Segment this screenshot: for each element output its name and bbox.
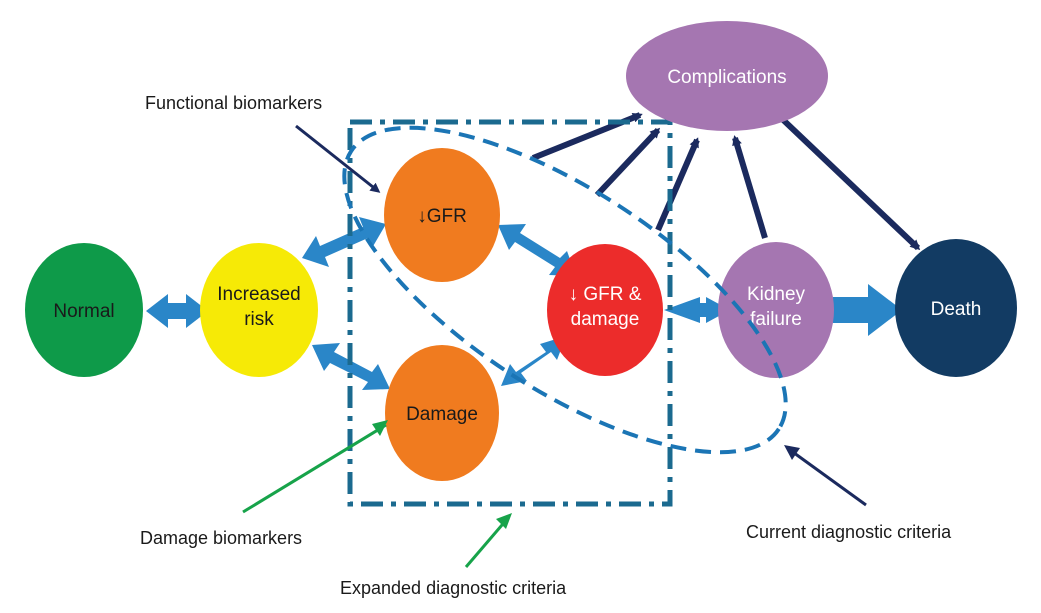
svg-text:failure: failure [750,309,802,330]
current-criteria-pointer [790,450,866,505]
functional-biomarkers-label: Functional biomarkers [145,93,323,113]
svg-text:risk: risk [244,309,274,330]
arrow-increased-risk-gfr [302,217,386,267]
arrow-kidney-failure-death [833,284,902,336]
damage-biomarkers-label: Damage biomarkers [140,528,303,548]
svg-text:damage: damage [570,309,640,330]
svg-text:Damage: Damage [406,404,478,425]
svg-text:Death: Death [930,299,982,320]
pointer-arrows [533,115,918,248]
svg-text:Kidney: Kidney [746,284,806,305]
arrow-kidney-failure-to-complications [735,138,765,238]
svg-text:↓GFR: ↓GFR [417,206,467,227]
node-increased-risk [200,243,318,377]
node-damage [385,345,499,481]
node-complications [626,21,828,131]
damage-biomarkers-pointer [243,425,386,512]
current-criteria-pointer-head [784,445,800,460]
svg-text:↓ GFR &: ↓ GFR & [568,284,642,305]
arrow-box-to-complications [597,130,658,195]
svg-text:Complications: Complications [667,67,787,88]
node-kidney-failure [718,242,834,378]
node-gfr [384,148,500,282]
svg-text:Normal: Normal [53,301,115,322]
current-criteria-label: Current diagnostic criteria [746,522,952,542]
svg-text:Increased: Increased [217,284,301,305]
expanded-criteria-label: Expanded diagnostic criteria [340,578,567,598]
expanded-criteria-pointer-head [496,513,512,529]
expanded-criteria-pointer [466,518,508,567]
node-death [895,239,1017,377]
node-normal [25,243,143,377]
arrow-complications-to-death [778,115,918,248]
arrow-normal-increased-risk [146,294,208,328]
arrow-gfr-damage-to-complications [658,140,697,230]
node-gfr-damage [547,244,663,376]
